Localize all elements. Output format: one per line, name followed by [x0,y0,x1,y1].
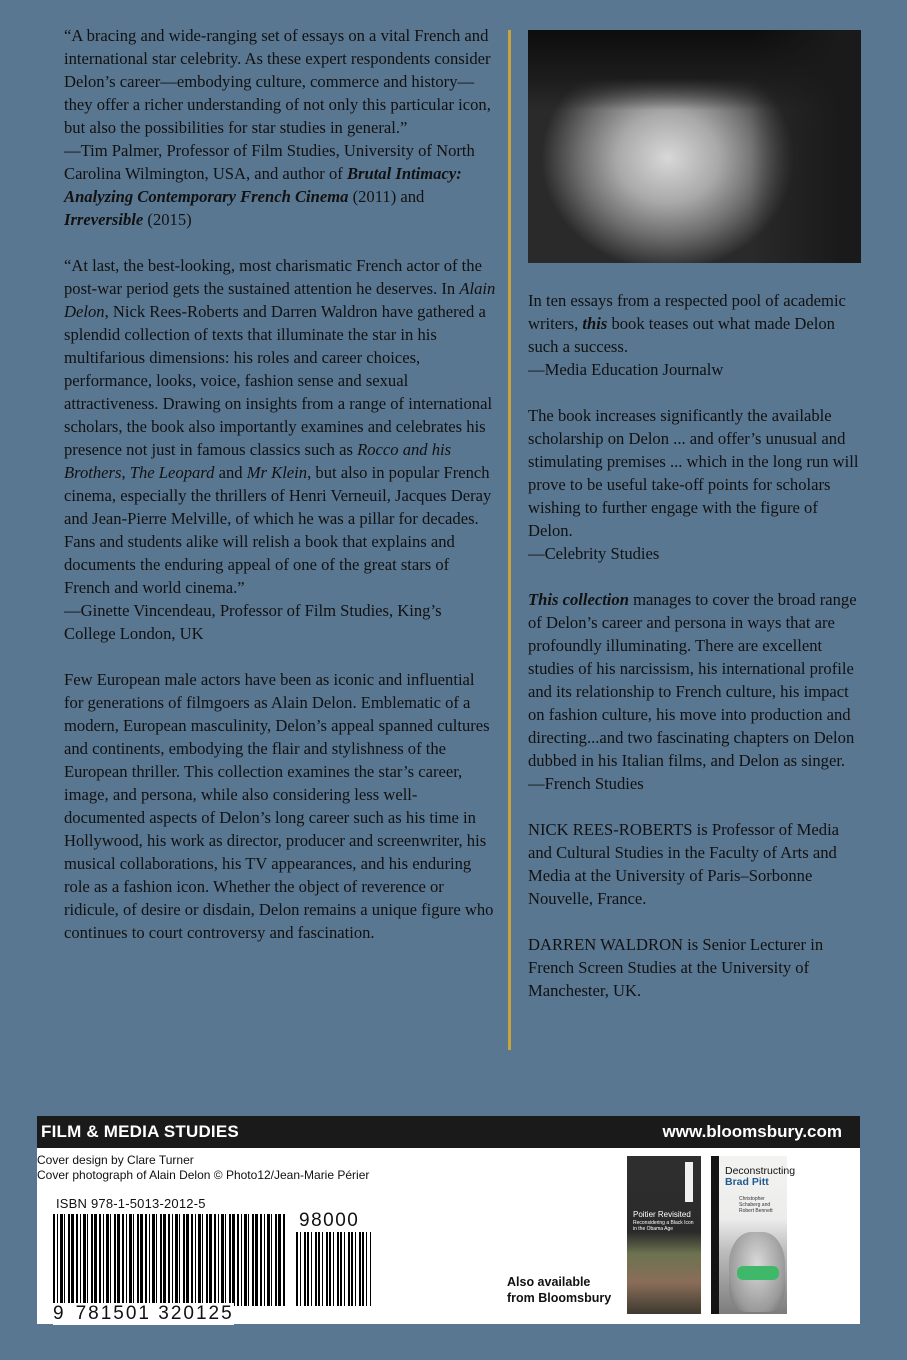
left-column [64,24,496,967]
palmer-year-1: (2011) and [348,187,425,206]
vincendeau-and: and [214,463,247,482]
isbn-barcode [53,1196,403,1324]
back-cover-footer [37,1148,860,1324]
r3-text: manages to cover the broad range of Delon’s career and persona in ways that are profoundly illuminating. There are excellent studies of his narcissism, his international profile and its relationship to French culture, his impact on fashion culture, his move into production and directing...and two fascinating chapters on Delon dubbed in his Italian films, and Delon as singer. [528,590,857,770]
bio-rees-roberts: NICK REES-ROBERTS is Professor of Media and Cultural Studies in the Faculty of Arts and Media at the University of Paris–Sorbonne Nouvelle, France. [528,820,840,908]
vincendeau-title-leopard: The Leopard [129,463,215,482]
barcode-addon [296,1232,371,1306]
vincendeau-comma: , [121,463,130,482]
cover-design-credit: Cover design by Clare Turner [37,1153,194,1167]
book1-subtitle: Reconsidering a Black Icon in the Obama Age [633,1220,694,1232]
review-celebrity-studies [528,404,866,565]
book2-title-1: Deconstructing [725,1165,796,1177]
book1-title: Poitier Revisited [633,1210,691,1219]
vertical-rule [508,30,511,1050]
price-code: 98000 [299,1210,360,1231]
also-available-line-2: from Bloomsbury [507,1291,612,1305]
also-available-label [507,1274,611,1306]
book-description: Few European male actors have been as iconic and influential for generations of filmgoers as Alain Delon. Emblematic of a modern, European masculinity, Delon’s appeal spanned cultures and continents, embodying the flair and stylishness of the European thriller. This collection examines the star’s career, image, and persona, while also considering less well-documented aspects of Delon’s long career such as his time in Hollywood, his work as director, producer and screenwriter, his musical collaborations, his TV appearances, and his enduring role as a fashion icon. Whether the object of reverence or ridicule, of desire or disdain, Delon remains a unique figure who continues to court controversy and fascination. [64,670,494,942]
category-bar [37,1116,860,1148]
cover-credits [37,1153,369,1183]
vincendeau-text-c: , but also in popular French cinema, especially the thrillers of Henri Verneuil, Jacques Deray and Jean-Pierre Melville, of which he was a pillar for decades. Fans and students alike will relish a book that explains and documents the enduring appeal of one of the great stars of French and world cinema.” [64,463,492,597]
palmer-book-title-2: Irreversible [64,210,144,229]
r1-this: this [582,314,608,333]
book2-title-2: Brad Pitt [725,1176,769,1188]
palmer-book-title-1: Brutal Intimacy: Analyzing Contemporary French Cinema [64,164,462,206]
review-palmer [64,24,496,231]
isbn-text: ISBN 978-1-5013-2012-5 [56,1196,206,1211]
vincendeau-title-delon: Alain Delon [64,279,496,321]
r1-text-b: book teases out what made Delon such a success. [528,314,835,356]
vincendeau-title-klein: Mr Klein [246,463,308,482]
category-label: FILM & MEDIA STUDIES [41,1122,239,1141]
review-vincendeau [64,254,496,645]
related-book-poitier-revisited[interactable] [627,1156,701,1314]
review-french-studies [528,588,866,795]
review-palmer-text: “A bracing and wide-ranging set of essays on a vital French and international star celebrity. As these expert respondents consider Delon’s career—embodying culture, commerce and history—they offer a richer understanding of not only this particular icon, but also the possibilities for star studies in general.” [64,26,491,137]
publisher-website-link[interactable]: www.bloomsbury.com [662,1122,842,1141]
r3-attribution: —French Studies [528,774,644,793]
barcode-digits [53,1303,234,1325]
review-vincendeau-attribution: —Ginette Vincendeau, Professor of Film Studies, King’s College London, UK [64,601,442,643]
review-media-education [528,289,866,381]
palmer-year-2: (2015) [143,210,192,229]
barcode-rest-digits: 781501 320125 [75,1303,234,1324]
r1-text-a: In ten essays from a respected pool of academic writers, [528,291,846,333]
r1-attribution: —Media Education Journalw [528,360,724,379]
right-column [528,289,866,1025]
book2-editors: Christopher Schaberg and Robert Bennett [739,1196,773,1214]
cover-photo-credit: Cover photograph of Alain Delon © Photo12/Jean-Marie Périer [37,1168,370,1182]
r2-text: The book increases significantly the available scholarship on Delon ... and offer’s unusual and stimulating premises ... which in the long run will prove to be useful take-off points for scholars wishing to further engage with the figure of Delon. [528,406,859,540]
related-book-deconstructing-brad-pitt[interactable] [711,1156,796,1314]
vincendeau-title-rocco: Rocco and his Brothers [64,440,452,482]
also-available-line-1: Also available [507,1275,591,1289]
barcode-first-digit: 9 [53,1303,66,1324]
author-photo [528,30,861,263]
review-palmer-attribution: —Tim Palmer, Professor of Film Studies, University of North Carolina Wilmington, USA, and author of [64,141,475,183]
r2-attribution: —Celebrity Studies [528,544,660,563]
vincendeau-text-a: “At last, the best-looking, most charismatic French actor of the post-war period gets the sustained attention he deserves. In [64,256,482,298]
barcode-main [53,1214,285,1306]
vincendeau-text-b: , Nick Rees-Roberts and Darren Waldron have gathered a splendid collection of texts that illuminate the star in his multifarious dimensions: his roles and career choices, performance, looks, voice, fashion sense and sexual attractiveness. Drawing on insights from a range of international scholars, the book also importantly examines and celebrates his presence not just in famous classics such as [64,302,493,459]
r3-lead: This collection [528,590,629,609]
bio-waldron: DARREN WALDRON is Senior Lecturer in French Screen Studies at the University of Manchester, UK. [528,935,824,1000]
